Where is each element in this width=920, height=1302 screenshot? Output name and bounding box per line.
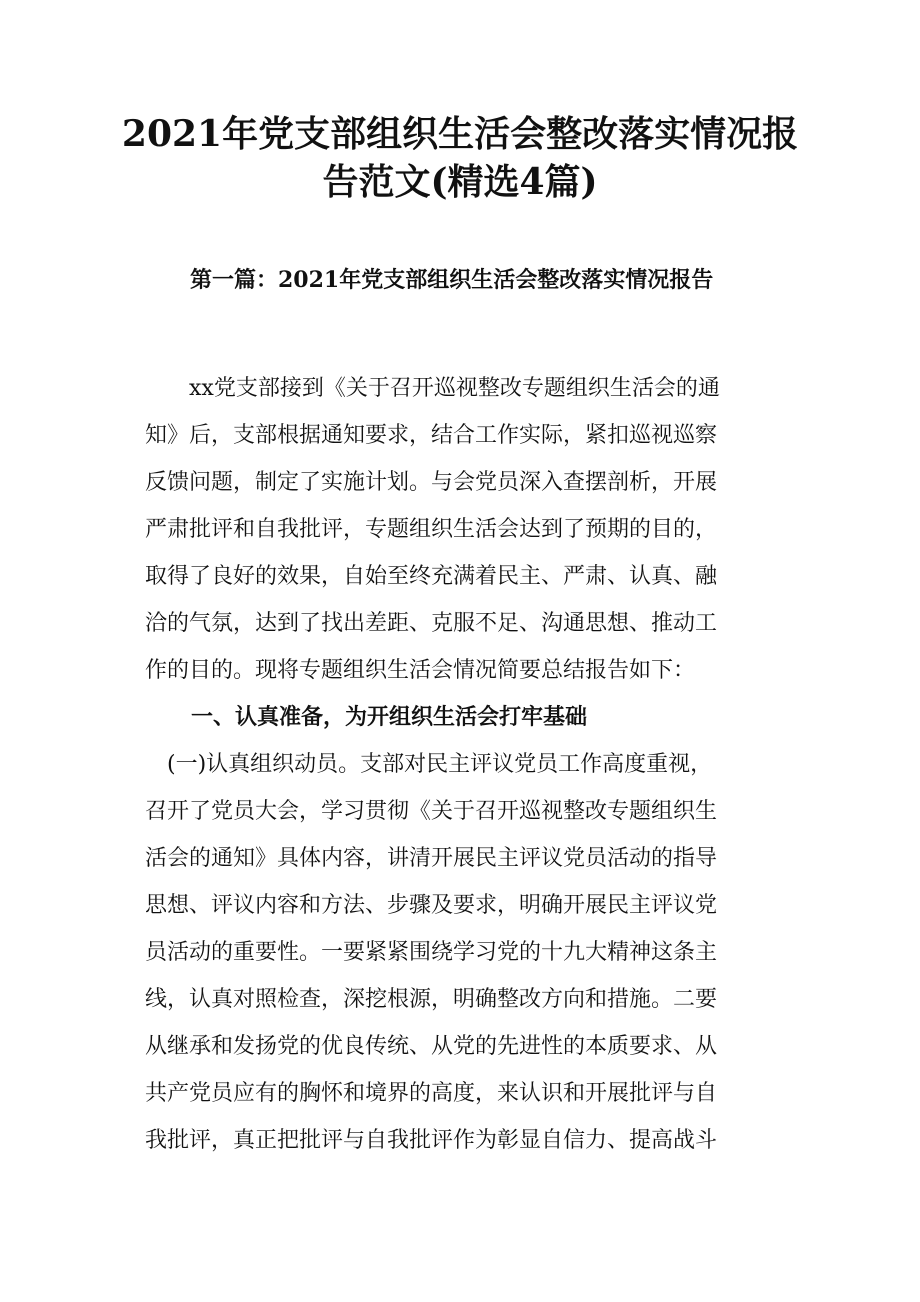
text-line: xx党支部接到《关于召开巡视整改专题组织生活会的通 — [189, 376, 720, 401]
text-line: 从继承和发扬党的优良传统、从党的先进性的本质要求、从 — [145, 1034, 718, 1059]
heading-preparation: 一、认真准备，为开组织生活会打牢基础 — [191, 704, 588, 730]
text-line: 共产党员应有的胸怀和境界的高度，来认识和开展批评与自 — [145, 1081, 718, 1106]
text-line: 线，认真对照检查，深挖根源，明确整改方向和措施。二要 — [145, 987, 718, 1012]
paragraph-intro — [145, 365, 795, 694]
title-line: 告范文(精选4篇) — [322, 161, 598, 203]
text-line: 员活动的重要性。一要紧紧围绕学习党的十九大精神这条主 — [145, 940, 718, 965]
document-body — [145, 365, 795, 1164]
text-line: 知》后，支部根据通知要求，结合工作实际，紧扣巡视巡察 — [145, 423, 718, 448]
paragraph-mobilization — [145, 741, 795, 1164]
text-line: (一)认真组织动员。支部对民主评议党员工作高度重视， — [167, 752, 713, 777]
section-title: 第一篇：2021年党支部组织生活会整改落实情况报告 — [190, 267, 714, 293]
text-line: 召开了党员大会，学习贯彻《关于召开巡视整改专题组织生 — [145, 799, 718, 824]
text-line: 作的目的。现将专题组织生活会情况简要总结报告如下： — [145, 658, 696, 683]
text-line: 取得了良好的效果，自始至终充满着民主、严肃、认真、融 — [145, 564, 718, 589]
text-line: 活会的通知》具体内容，讲清开展民主评议党员活动的指导 — [145, 846, 718, 871]
document-title — [120, 110, 800, 206]
text-line: 思想、评议内容和方法、步骤及要求，明确开展民主评议党 — [145, 893, 718, 918]
text-line: 反馈问题，制定了实施计划。与会党员深入查摆剖析，开展 — [145, 470, 718, 495]
text-line: 洽的气氛，达到了找出差距、克服不足、沟通思想、推动工 — [145, 611, 718, 636]
text-line: 我批评，真正把批评与自我批评作为彰显自信力、提高战斗 — [145, 1128, 718, 1153]
text-line: 严肃批评和自我批评，专题组织生活会达到了预期的目的， — [145, 517, 718, 542]
title-line: 2021年党支部组织生活会整改落实情况报 — [121, 113, 799, 155]
